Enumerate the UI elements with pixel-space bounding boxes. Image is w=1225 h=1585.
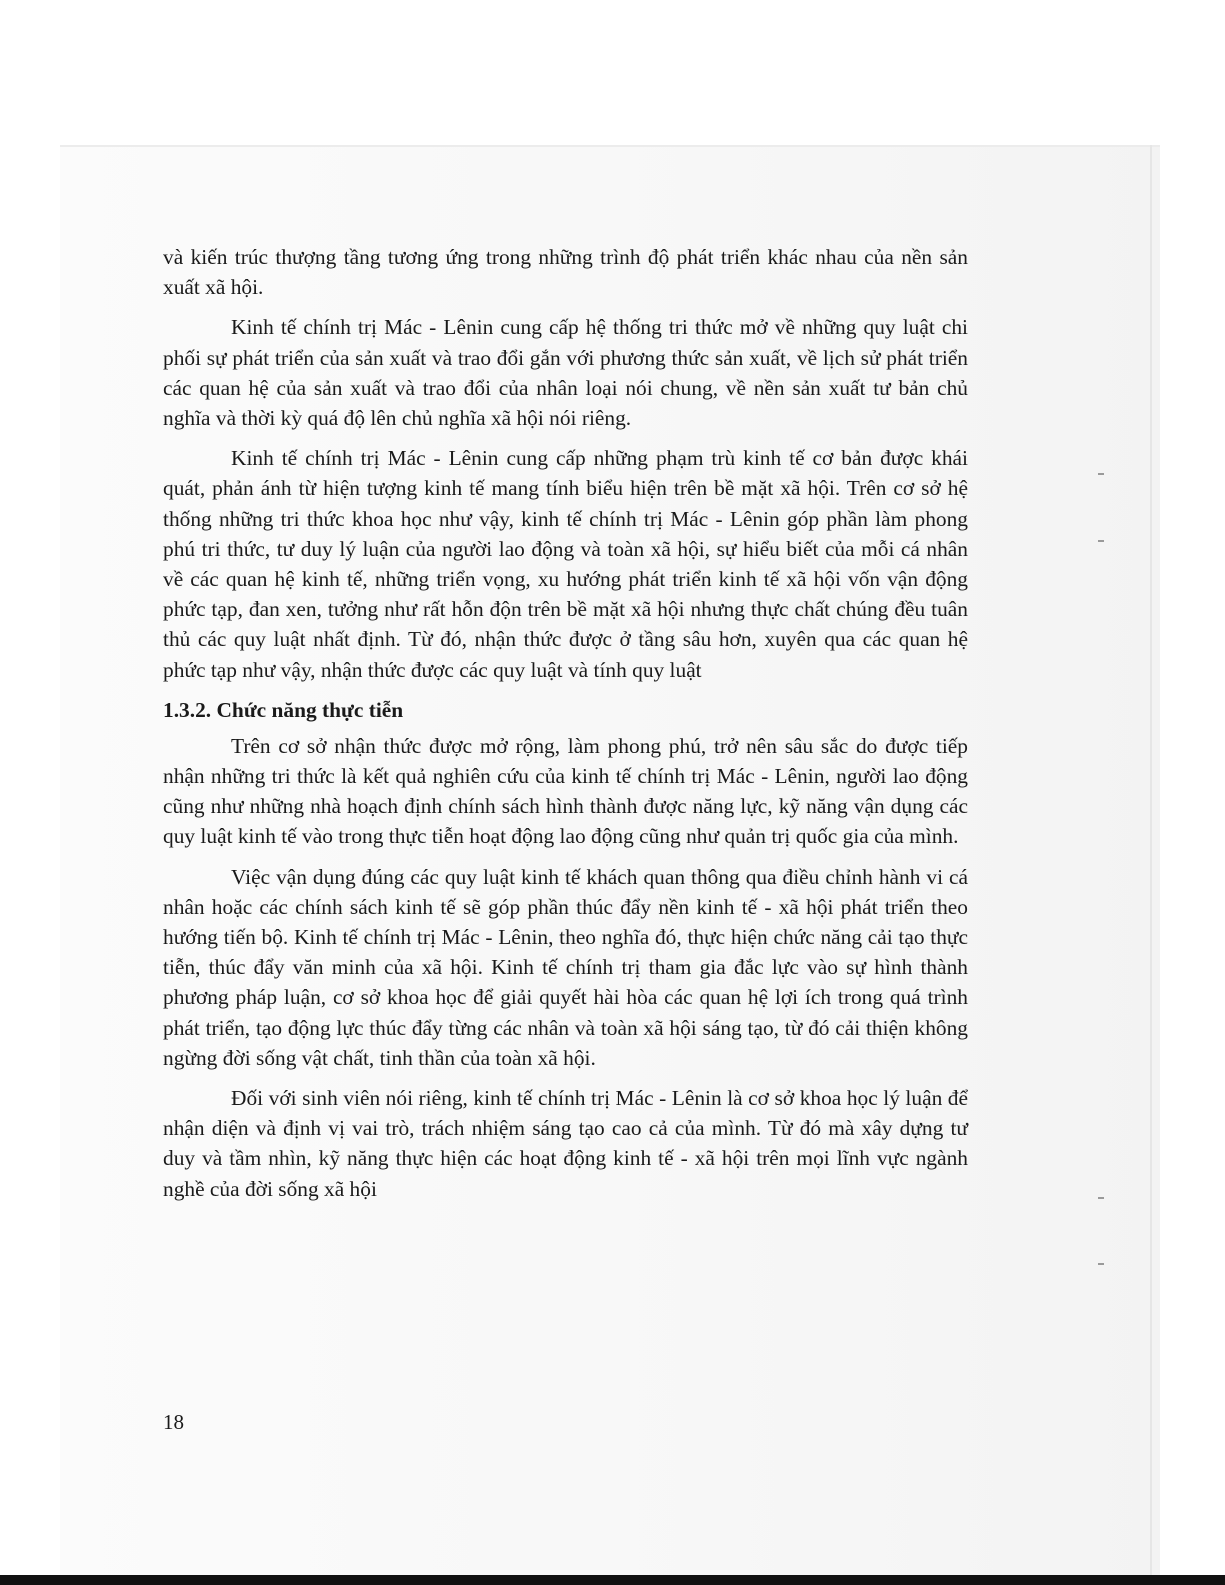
section-heading: 1.3.2. Chức năng thực tiễn bbox=[163, 697, 404, 722]
page-body bbox=[163, 242, 968, 1214]
paragraph-students: Đối với sinh viên nói riêng, kinh tế chính trị Mác - Lênin là cơ sở khoa học lý luận để nhận diện và định vị vai trò, trách nhiệm sáng tạo cao cả của mình. Từ đó mà xây dựng tư duy và tầm nhìn, kỹ năng thực hiện các hoạt động kinh tế - xã hội trên mọi lĩnh vực ngành nghề của đời sống xã hội bbox=[163, 1086, 968, 1201]
paragraph-economic-categories: Kinh tế chính trị Mác - Lênin cung cấp những phạm trù kinh tế cơ bản được khái quát, phản ánh từ hiện tượng kinh tế mang tính biểu hiện trên bề mặt xã hội. Trên cơ sở hệ thống những tri thức khoa học như vậy, kinh tế chính trị Mác - Lênin góp phần làm phong phú tri thức, tư duy lý luận của người lao động và toàn xã hội, sự hiểu biết của mỗi cá nhân về các quan hệ kinh tế, những triển vọng, xu hướng phát triển kinh tế xã hội vốn vận động phức tạp, đan xen, tưởng như rất hỗn độn trên bề mặt xã hội nhưng thực chất chúng đều tuân thủ các quy luật nhất định. Từ đó, nhận thức được ở tầng sâu hơn, xuyên qua các quan hệ phức tạp như vậy, nhận thức được các quy luật và tính quy luật bbox=[163, 446, 968, 682]
paragraph-applying-laws: Việc vận dụng đúng các quy luật kinh tế khách quan thông qua điều chỉnh hành vi cá nhân hoặc các chính sách kinh tế sẽ góp phần thúc đẩy nền kinh tế - xã hội phát triển theo hướng tiến bộ. Kinh tế chính trị Mác - Lênin, theo nghĩa đó, thực hiện chức năng cải tạo thực tiễn, thúc đẩy văn minh của xã hội. Kinh tế chính trị tham gia đắc lực vào sự hình thành phương pháp luận, cơ sở khoa học để giải quyết hài hòa các quan hệ lợi ích trong quá trình phát triển, tạo động lực thúc đẩy từng các nhân và toàn xã hội sáng tạo, từ đó cải thiện không ngừng đời sống vật chất, tinh thần của toàn xã hội. bbox=[163, 864, 968, 1070]
scan-edge-right bbox=[1150, 145, 1152, 1575]
page-number: 18 bbox=[163, 1410, 184, 1434]
scan-speck bbox=[1098, 473, 1104, 475]
paragraph-continuation: và kiến trúc thượng tầng tương ứng trong những trình độ phát triển khác nhau của nền sản xuất xã hội. bbox=[163, 245, 968, 300]
scan-bottom-border bbox=[0, 1575, 1225, 1585]
scan-speck bbox=[1098, 540, 1104, 542]
scan-edge-top bbox=[60, 145, 1160, 147]
paragraph-knowledge-system: Kinh tế chính trị Mác - Lênin cung cấp hệ thống tri thức mở về những quy luật chi phối sự phát triển của sản xuất và trao đổi gắn với phương thức sản xuất, về lịch sử phát triển các quan hệ của sản xuất và trao đổi của nhân loại nói chung, về nền sản xuất tư bản chủ nghĩa và thời kỳ quá độ lên chủ nghĩa xã hội nói riêng. bbox=[163, 315, 968, 431]
paragraph-practical-capacity: Trên cơ sở nhận thức được mở rộng, làm phong phú, trở nên sâu sắc do được tiếp nhận những tri thức là kết quả nghiên cứu của kinh tế chính trị Mác - Lênin, người lao động cũng như những nhà hoạch định chính sách hình thành được năng lực, kỹ năng vận dụng các quy luật kinh tế vào trong thực tiễn hoạt động lao động cũng như quản trị quốc gia của mình. bbox=[163, 733, 968, 849]
scan-speck bbox=[1098, 1197, 1104, 1199]
scan-speck bbox=[1098, 1263, 1104, 1265]
